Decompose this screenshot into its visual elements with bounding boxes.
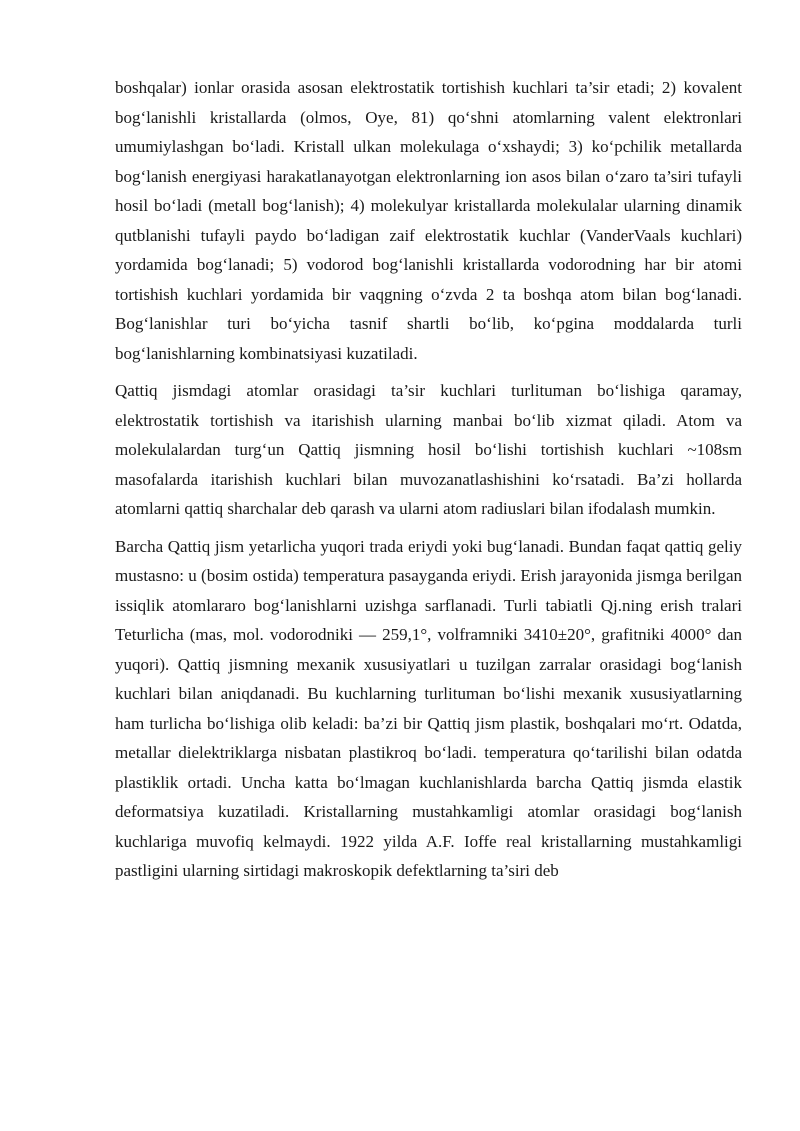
paragraph-bond-types: boshqalar) ionlar orasida asosan elektrostatik tortishish kuchlari ta’sir etadi; 2) kovalent bog‘lanishli kristallarda (olmos, Oye, 81) qo‘shni atomlarning valent elektronlari umumiylashgan bo‘ladi. Kristall ulkan molekulaga o‘xshaydi; 3) ko‘pchilik metallarda bog‘lanish energiyasi harakatlanayotgan elektronlarning ion asos bilan o‘zaro ta’siri tufayli hosil bo‘ladi (metall bog‘lanish); 4) molekulyar kristallarda molekulalar ularning dinamik qutblanishi tufayli paydo bo‘ladigan zaif elektrostatik kuchlar (VanderVaals kuchlari) yordamida bog‘lanadi; 5) vodorod bog‘lanishli kristallarda vodorodning har bir atomi tortishish kuchlari yordamida bir vaqgning o‘zvda 2 ta boshqa atom bilan bog‘lanadi. Bog‘lanishlar turi bo‘yicha tasnif shartli bo‘lib, ko‘pgina moddalarda turli bog‘lanishlarning kombinatsiyasi kuzatiladi. (115, 78, 742, 363)
document-page (115, 73, 742, 894)
paragraph-interaction-forces: Qattiq jismdagi atomlar orasidagi ta’sir kuchlari turlituman bo‘lishiga qaramay, elektrostatik tortishish va itarishish ularning manbai bo‘lib xizmat qiladi. Atom va molekulalardan turg‘un Qattiq jismning hosil bo‘lishi tortishish kuchlari ~108sm masofalarda itarishish kuchlari bilan muvozanatlashishini ko‘rsatadi. Ba’zi hollarda atomlarni qattiq sharchalar deb qarash va ularni atom radiuslari bilan ifodalash mumkin. (115, 381, 742, 518)
paragraph-melting-mechanics: Barcha Qattiq jism yetarlicha yuqori trada eriydi yoki bug‘lanadi. Bundan faqat qattiq geliy mustasno: u (bosim ostida) temperatura pasayganda eriydi. Erish jarayonida jismga berilgan issiqlik atomlararo bog‘lanishlarni uzishga sarflanadi. Turli tabiatli Qj.ning erish tralari Teturlicha (mas, mol. vodorodniki — 259,1°, volframniki 3410±20°, grafitniki 4000° dan yuqori). Qattiq jismning mexanik xususiyatlari u tuzilgan zarralar orasidagi bog‘lanish kuchlari bilan aniqdanadi. Bu kuchlarning turlituman bo‘lishi mexanik xususiyatlarning ham turlicha bo‘lishiga olib keladi: ba’zi bir Qattiq jism plastik, boshqalari mo‘rt. Odatda, metallar dielektriklarga nisbatan plastikroq bo‘ladi. temperatura qo‘tarilishi bilan odatda plastiklik ortadi. Uncha katta bo‘lmagan kuchlanishlarda barcha Qattiq jismda elastik deformatsiya kuzatiladi. Kristallarning mustahkamligi atomlar orasidagi bog‘lanish kuchlariga muvofiq kelmaydi. 1922 yilda A.F. Ioffe real kristallarning mustahkamligi pastligini ularning sirtidagi makroskopik defektlarning ta’siri deb (115, 536, 742, 880)
